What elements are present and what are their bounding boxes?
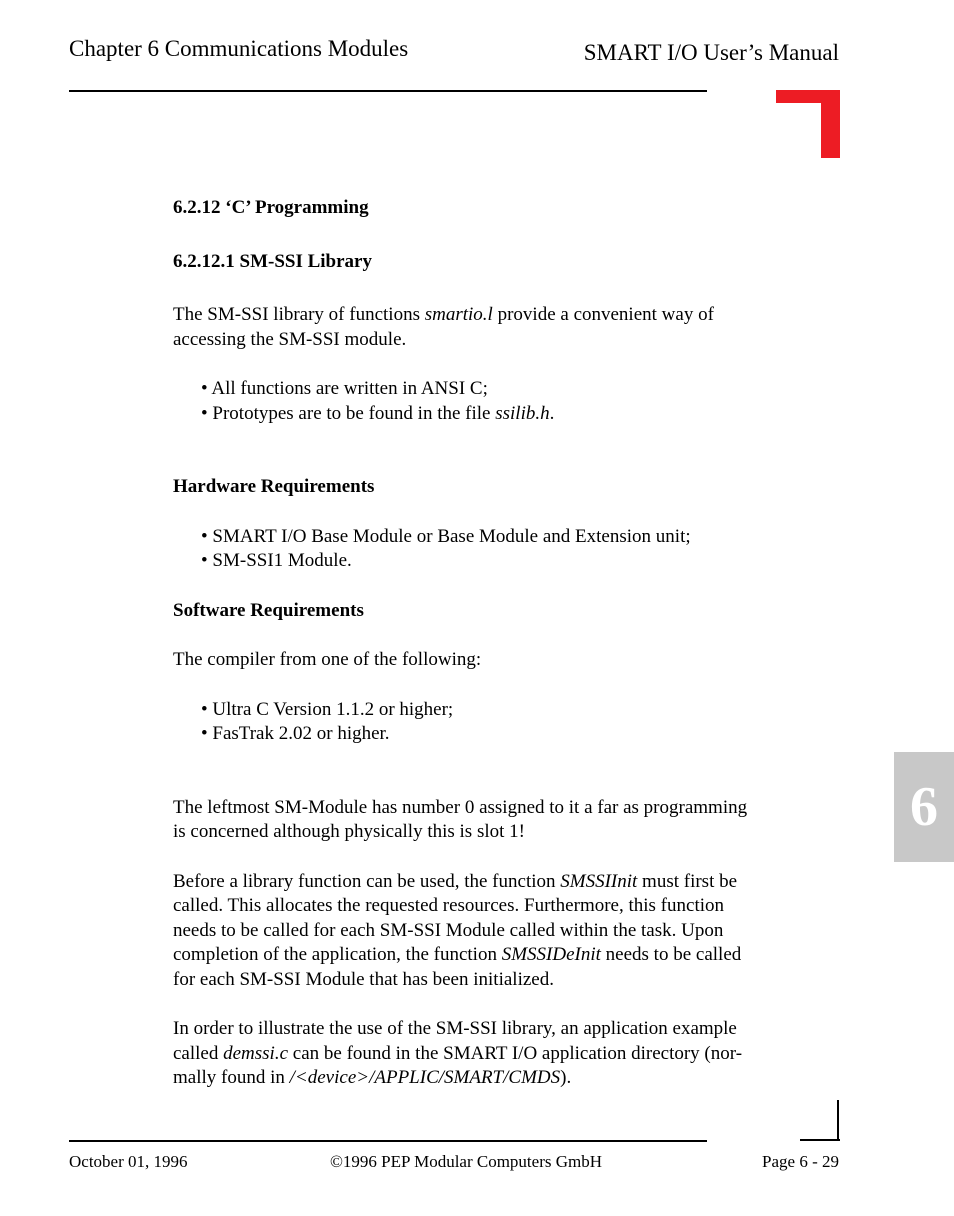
software-intro: The compiler from one of the following:	[173, 649, 482, 670]
chapter-title: Chapter 6 Communications Modules	[69, 36, 409, 61]
page-number: Page 6 - 29	[762, 1152, 839, 1171]
list-item: • Prototypes are to be found in the file ssilib.h.	[201, 402, 555, 424]
header-rule	[69, 90, 707, 92]
footer-copyright: ©1996 PEP Modular Computers GmbH	[330, 1152, 603, 1171]
hardware-heading: Hardware Requirements	[173, 476, 375, 497]
footer-rule	[69, 1140, 707, 1142]
corner-mark-top-vertical	[821, 90, 840, 158]
corner-mark-bottom	[800, 1139, 840, 1141]
chapter-tab: 6	[894, 752, 954, 862]
footer-date: October 01, 1996	[69, 1152, 188, 1171]
software-list	[201, 698, 833, 747]
feature-list	[201, 377, 833, 426]
example-paragraph: In order to illustrate the use of the SM-SSI library, an application example called demssi.c can be found in the SMART I/O application directory (nor- mally found in /<device>/APPLIC/SMART/CMDS).	[173, 1018, 743, 1088]
list-item: • Ultra C Version 1.1.2 or higher;	[201, 698, 454, 720]
list-item: • SMART I/O Base Module or Base Module and Extension unit;	[201, 525, 691, 547]
section-heading: 6.2.12 ‘C’ Programming	[173, 197, 369, 218]
software-heading: Software Requirements	[173, 599, 364, 621]
page-body	[173, 196, 833, 1091]
corner-mark-bottom-vertical	[837, 1100, 839, 1141]
slot-paragraph: The leftmost SM-Module has number 0 assigned to it a far as programming is concerned although physically this is slot 1!	[173, 796, 748, 842]
hardware-list	[201, 525, 833, 574]
subsection-heading: 6.2.12.1 SM-SSI Library	[173, 250, 372, 272]
manual-title: SMART I/O User’s Manual	[583, 40, 839, 65]
list-item: • SM-SSI1 Module.	[201, 550, 352, 571]
init-paragraph: Before a library function can be used, the function SMSSIInit must first be called. This allocates the requested resources. Furthermore, this function needs to be called for each SM-SSI Module called within the task. Upon completion of the application, the function SMSSIDeInit needs to be called for each SM-SSI Module that has been initialized.	[173, 870, 742, 990]
list-item: • FasTrak 2.02 or higher.	[201, 723, 390, 744]
intro-paragraph: The SM-SSI library of functions smartio.l provide a convenient way of accessing the SM-SSI module.	[173, 304, 714, 350]
list-item: • All functions are written in ANSI C;	[201, 378, 488, 399]
